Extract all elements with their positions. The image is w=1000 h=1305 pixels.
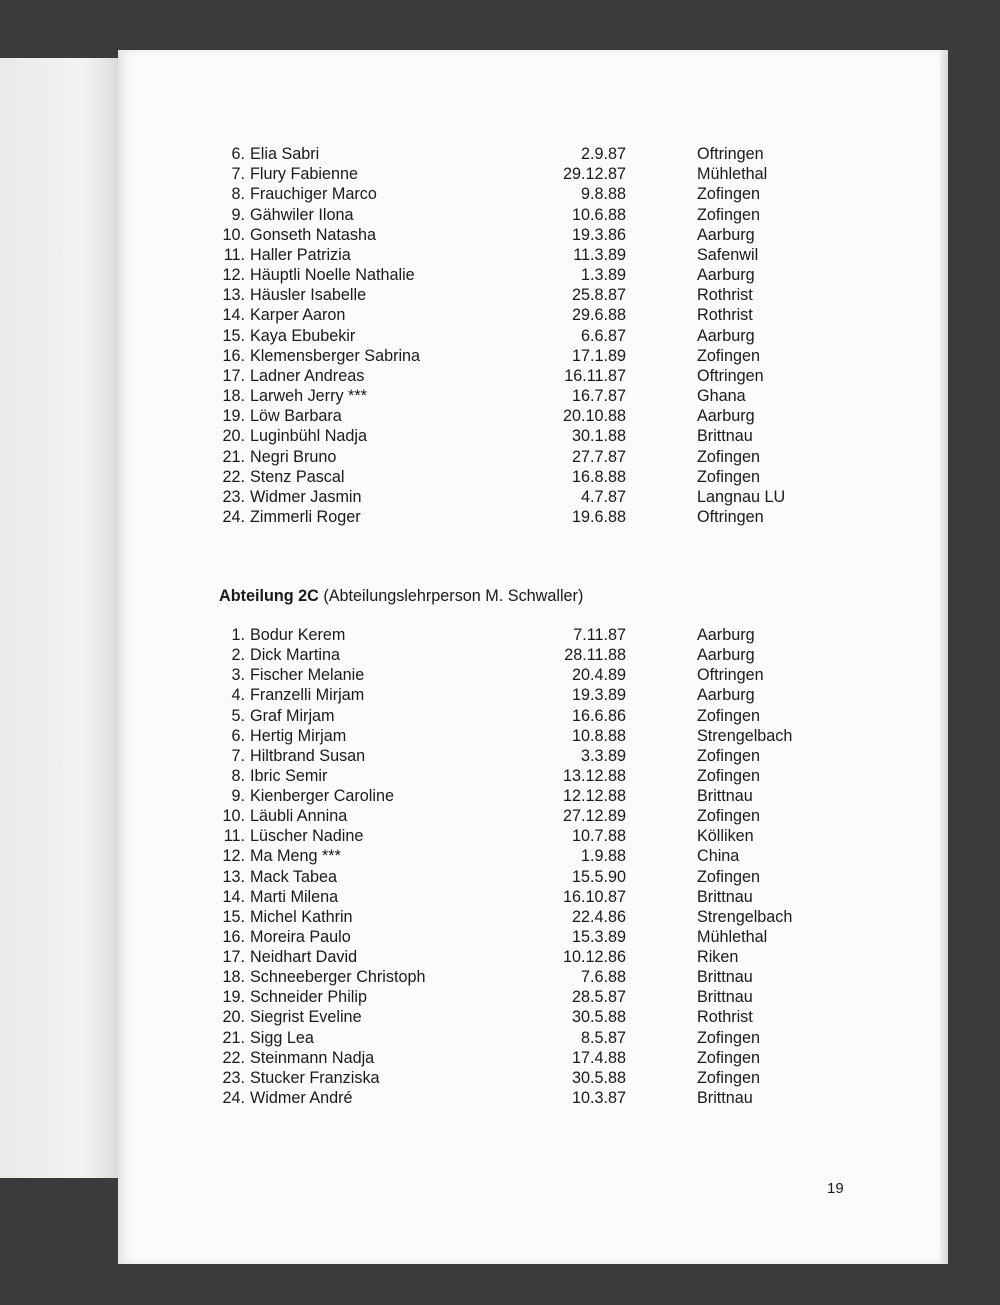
item-number: 22. [222,467,245,486]
list-item [219,1048,779,1068]
birth-date: 10.8.88 [571,726,626,745]
item-number: 17. [222,366,245,385]
hometown: Aarburg [697,266,755,285]
birth-date: 16.6.86 [571,706,626,725]
item-number: 17. [222,948,245,967]
item-number: 16. [222,346,245,365]
student-name: Neidhart David [250,948,358,967]
student-name: Franzelli Mirjam [250,686,365,705]
section-heading-rest: (Abteilungslehrperson M. Schwaller) [318,587,584,605]
item-number: 20. [222,427,245,446]
hometown: Zofingen [697,467,760,486]
birth-date: 10.7.88 [571,827,626,846]
student-name: Hiltbrand Susan [250,746,366,765]
birth-date: 30.1.88 [571,427,626,446]
list-item [219,806,779,826]
list-item [219,184,779,204]
student-name: Gonseth Natasha [250,225,376,244]
birth-date: 27.7.87 [571,447,626,466]
birth-date: 29.6.88 [571,306,626,325]
hometown: Aarburg [697,626,755,644]
section-heading-bold: Abteilung 2C [219,587,319,605]
hometown: Strengelbach [697,907,793,926]
hometown: Oftringen [697,508,764,527]
student-name: Larweh Jerry *** [250,387,367,406]
list-item [219,625,779,645]
student-name: Fischer Melanie [250,666,365,685]
list-item [219,285,779,305]
birth-date: 13.12.88 [562,766,626,785]
student-name: Graf Mirjam [250,706,335,725]
hometown: Langnau LU [697,487,786,506]
item-number: 9. [231,787,245,806]
item-number: 23. [222,487,245,506]
hometown: Aarburg [697,646,755,665]
list-item [219,447,779,467]
student-name: Schneeberger Christoph [250,968,426,987]
item-number: 10. [222,225,245,244]
birth-date: 11.3.89 [573,245,626,264]
birth-date: 10.3.87 [571,1088,626,1107]
list-item [219,467,779,487]
hometown: Brittnau [697,787,753,806]
hometown: Brittnau [697,988,753,1007]
item-number: 15. [222,907,245,926]
hometown: Oftringen [697,366,764,385]
hometown: Oftringen [697,145,764,163]
birth-date: 19.6.88 [571,508,626,527]
list-item [219,1007,779,1027]
birth-date: 27.12.89 [562,807,626,826]
hometown: Zofingen [697,1068,760,1087]
hometown: Oftringen [697,666,764,685]
birth-date: 7.6.88 [580,968,626,987]
hometown: Rothrist [697,286,753,305]
item-number: 5. [231,706,245,725]
list-item [219,927,779,947]
hometown: Brittnau [697,887,753,906]
student-name: Ibric Semir [250,766,328,785]
birth-date: 9.8.88 [580,185,626,204]
student-name: Steinmann Nadja [250,1048,375,1067]
item-number: 12. [222,847,245,866]
student-name: Sigg Lea [250,1028,314,1047]
birth-date: 10.12.86 [562,948,626,967]
student-name: Schneider Philip [250,988,367,1007]
student-name: Zimmerli Roger [250,508,361,527]
hometown: Zofingen [697,346,760,365]
item-number: 8. [231,766,245,785]
list-item [219,786,779,806]
birth-date: 10.6.88 [571,205,626,224]
hometown: Aarburg [697,686,755,705]
list-item [219,766,779,786]
list-item [219,144,779,164]
item-number: 23. [222,1068,245,1087]
item-number: 7. [231,746,245,765]
item-number: 21. [222,1028,245,1047]
student-name: Marti Milena [250,887,339,906]
birth-date: 3.3.89 [580,746,626,765]
student-name: Stenz Pascal [250,467,345,486]
list-item [219,305,779,325]
student-name: Widmer André [250,1088,353,1107]
student-name: Läubli Annina [250,807,348,826]
item-number: 9. [231,205,245,224]
student-name: Frauchiger Marco [250,185,377,204]
list-item [219,245,779,265]
item-number: 7. [231,165,245,184]
item-number: 10. [222,807,245,826]
birth-date: 16.10.87 [562,887,626,906]
list-item [219,265,779,285]
hometown: Rothrist [697,306,753,325]
birth-date: 1.9.88 [580,847,626,866]
student-name: Mack Tabea [250,867,337,886]
birth-date: 30.5.88 [571,1008,626,1027]
item-number: 19. [222,407,245,426]
student-name: Siegrist Eveline [250,1008,362,1027]
hometown: Safenwil [697,245,759,264]
student-name: Elia Sabri [250,145,320,163]
birth-date: 22.4.86 [571,907,626,926]
list-item [219,907,793,927]
hometown: Zofingen [697,766,760,785]
list-item [219,205,779,225]
hometown: Zofingen [697,185,760,204]
list-item [219,947,779,967]
student-name: Kaya Ebubekir [250,326,356,345]
list-item [219,746,779,766]
birth-date: 12.12.88 [562,787,626,806]
list-item [219,386,779,406]
item-number: 21. [222,447,245,466]
list-item [219,867,779,887]
list-item [219,426,779,446]
list-item [219,1068,779,1088]
student-name: Kienberger Caroline [250,787,394,806]
list-item [219,887,779,907]
list-item [219,366,779,386]
list-item [219,406,779,426]
student-name: Luginbühl Nadja [250,427,368,446]
page-edge [940,50,948,1264]
hometown: Mühlethal [697,165,768,184]
birth-date: 20.10.88 [562,407,626,426]
hometown: Zofingen [697,1048,760,1067]
birth-date: 16.8.88 [571,467,626,486]
hometown: Zofingen [697,706,760,725]
birth-date: 19.3.86 [571,225,626,244]
student-name: Negri Bruno [250,447,337,466]
birth-date: 15.5.90 [571,867,626,886]
list-item [219,645,779,665]
list-item [219,225,779,245]
item-number: 11. [223,245,245,264]
student-name: Klemensberger Sabrina [250,346,421,365]
student-name: Karper Aaron [250,306,346,325]
list-item [219,1028,779,1048]
birth-date: 2.9.87 [580,145,626,163]
hometown: Aarburg [697,225,755,244]
student-name: Michel Kathrin [250,907,353,926]
list-item [219,706,779,726]
list-item [219,826,779,846]
item-number: 6. [231,726,245,745]
student-name: Ladner Andreas [250,366,365,385]
birth-date: 16.7.87 [571,387,626,406]
item-number: 12. [222,266,245,285]
list-item [219,685,779,705]
hometown: Aarburg [697,326,755,345]
student-name: Ma Meng *** [250,847,341,866]
item-number: 18. [222,968,245,987]
student-name: Widmer Jasmin [250,487,362,506]
hometown: Rothrist [697,1008,753,1027]
hometown: Strengelbach [697,726,793,745]
item-number: 19. [222,988,245,1007]
list-item [219,665,779,685]
birth-date: 6.6.87 [580,326,626,345]
hometown: Ghana [697,387,746,406]
hometown: Aarburg [697,407,755,426]
hometown: Brittnau [697,1088,753,1107]
list-item [219,987,779,1007]
birth-date: 20.4.89 [571,666,626,685]
student-name: Haller Patrizia [250,245,351,264]
item-number: 18. [222,387,245,406]
item-number: 24. [222,1088,245,1107]
birth-date: 28.11.88 [564,646,626,665]
birth-date: 8.5.87 [580,1028,626,1047]
hometown: Brittnau [697,427,753,446]
item-number: 1. [231,626,245,644]
student-name: Häusler Isabelle [250,286,367,305]
student-name: Gähwiler Ilona [250,205,354,224]
item-number: 24. [222,508,245,527]
birth-date: 19.3.89 [571,686,626,705]
hometown: Kölliken [697,827,754,846]
student-name: Lüscher Nadine [250,827,364,846]
list-item [219,846,779,866]
birth-date: 1.3.89 [580,266,626,285]
birth-date: 30.5.88 [571,1068,626,1087]
item-number: 15. [222,326,245,345]
item-number: 13. [222,286,245,305]
hometown: China [697,847,740,866]
item-number: 14. [222,306,245,325]
student-name: Dick Martina [250,646,340,665]
list-item [219,346,779,366]
item-number: 6. [231,145,245,163]
list-item [219,487,786,507]
section-heading-2c [219,587,583,606]
hometown: Zofingen [697,447,760,466]
birth-date: 4.7.87 [580,487,626,506]
item-number: 22. [222,1048,245,1067]
birth-date: 7.11.87 [573,626,626,644]
list-item [219,1088,779,1108]
item-number: 11. [223,827,245,846]
student-name: Häuptli Noelle Nathalie [250,266,415,285]
student-name: Bodur Kerem [250,626,346,644]
hometown: Zofingen [697,1028,760,1047]
student-name: Flury Fabienne [250,165,358,184]
item-number: 16. [222,927,245,946]
birth-date: 28.5.87 [571,988,626,1007]
birth-date: 29.12.87 [562,165,626,184]
hometown: Zofingen [697,205,760,224]
list-item [219,164,779,184]
hometown: Riken [697,948,739,967]
list-item [219,726,793,746]
student-name: Moreira Paulo [250,927,351,946]
left-page-edge [0,58,118,1178]
item-number: 4. [231,686,245,705]
student-name: Hertig Mirjam [250,726,347,745]
birth-date: 15.3.89 [571,927,626,946]
hometown: Zofingen [697,746,760,765]
item-number: 8. [231,185,245,204]
student-name: Löw Barbara [250,407,342,426]
item-number: 3. [231,666,245,685]
list-item [219,326,779,346]
list-item [219,967,779,987]
hometown: Mühlethal [697,927,768,946]
item-number: 20. [222,1008,245,1027]
list-item [219,507,779,527]
student-name: Stucker Franziska [250,1068,380,1087]
hometown: Zofingen [697,867,760,886]
hometown: Brittnau [697,968,753,987]
birth-date: 25.8.87 [571,286,626,305]
item-number: 2. [231,646,245,665]
item-number: 14. [222,887,245,906]
page-number: 19 [827,1180,844,1197]
birth-date: 17.1.89 [571,346,626,365]
hometown: Zofingen [697,807,760,826]
birth-date: 17.4.88 [571,1048,626,1067]
item-number: 13. [222,867,245,886]
birth-date: 16.11.87 [564,366,626,385]
